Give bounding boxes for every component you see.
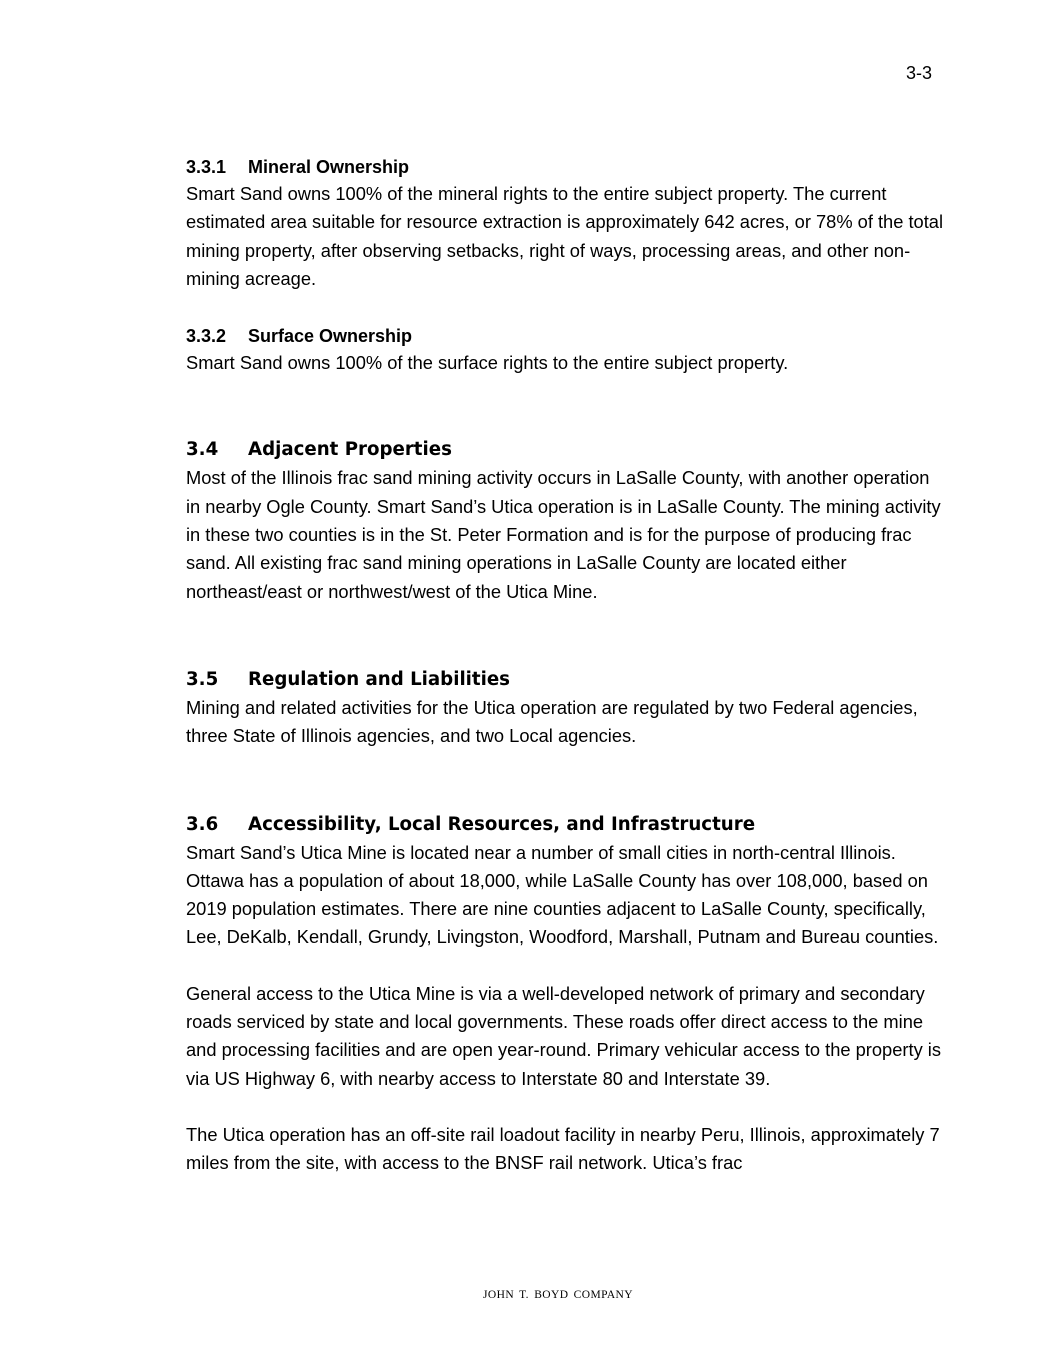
accessibility-paragraph-1: Smart Sand’s Utica Mine is located near a number of small cities in north-central Illinois. Ottawa has a population of about 18,000, while LaSalle County has over 108,000, based on 2019 population estimates. There are nine counties adjacent to LaSalle County, specifically, Lee, DeKalb, Kendall, Grundy, Livingston, Woodford, Marshall, Putnam and Bureau counties. [186,841,939,948]
section-heading-3-3-1 [186,154,946,180]
section-heading-3-6 [186,811,946,839]
page-number: 3-3 [905,63,932,83]
surface-ownership-paragraph: Smart Sand owns 100% of the surface rights to the entire subject property. [186,352,789,374]
accessibility-paragraph-3: The Utica operation has an off-site rail loadout facility in nearby Peru, Illinois, approximately 7 miles from the site, with access to the BNSF rail network. Utica’s frac [186,1123,940,1174]
section-title: Accessibility, Local Resources, and Infrastructure [248,813,756,835]
section-number: 3.5 [186,668,219,690]
section-number: 3.6 [186,813,219,835]
section-number: 3.4 [186,439,219,461]
section-title: Regulation and Liabilities [248,668,510,690]
section-heading-3-4 [186,436,946,464]
section-heading-3-3-2 [186,323,946,349]
section-title: Surface Ownership [248,326,413,347]
document-body [186,154,946,1178]
section-title: Mineral Ownership [248,157,410,177]
section-number: 3.3.1 [186,157,227,177]
mineral-ownership-paragraph: Smart Sand owns 100% of the mineral rights to the entire subject property. The current estimated area suitable for resource extraction is approximately 642 acres, or 78% of the total mining property, after observing setbacks, right of ways, processing areas, and other non-mining acreage. [186,183,944,289]
footer-company-name: JOHN T. BOYD COMPANY [483,1289,633,1301]
section-title: Adjacent Properties [248,439,452,461]
regulation-paragraph: Mining and related activities for the Utica operation are regulated by two Federal agencies, three State of Illinois agencies, and two Local agencies. [186,696,918,747]
adjacent-properties-paragraph: Most of the Illinois frac sand mining activity occurs in LaSalle County, with another operation in nearby Ogle County. Smart Sand’s Utica operation is in LaSalle County. The mining activity in these two counties is in the St. Peter Formation and is for the purpose of producing frac sand. All existing frac sand mining operations in LaSalle County are located either northeast/east or northwest/west of the Utica Mine. [186,467,941,602]
section-number: 3.3.2 [186,326,227,347]
accessibility-paragraph-2: General access to the Utica Mine is via a well-developed network of primary and secondary roads serviced by state and local governments. These roads offer direct access to the mine and processing facilities and are open year-round. Primary vehicular access to the property is via US Highway 6, with nearby access to Interstate 80 and Interstate 39. [186,982,941,1089]
section-heading-3-5 [186,666,946,694]
